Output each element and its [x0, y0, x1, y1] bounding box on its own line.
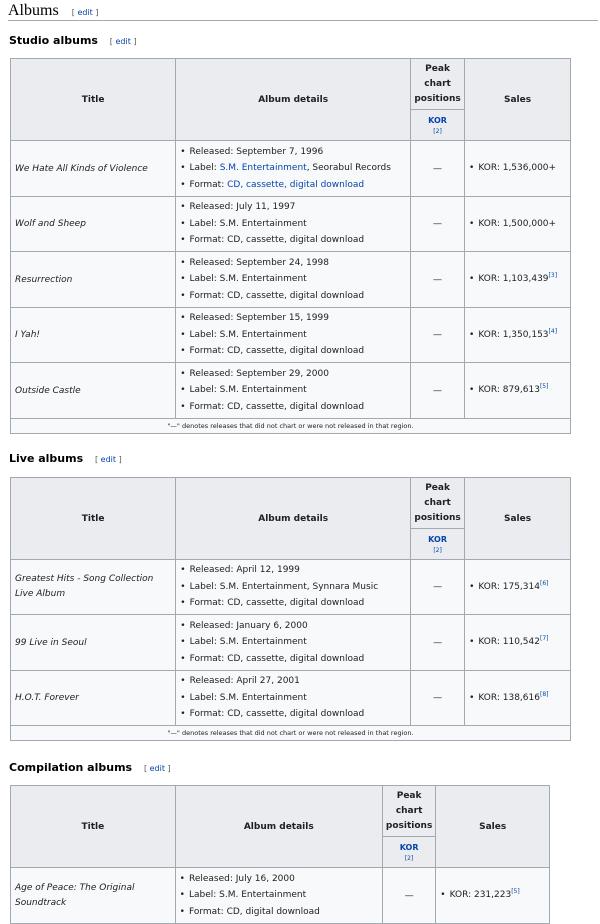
- label-info: • Label: S.M. Entertainment: [180, 887, 378, 904]
- label-info: • Label: S.M. Entertainment: [180, 271, 406, 288]
- peak-position: —: [411, 252, 465, 308]
- album-title: I Yah!: [11, 308, 176, 363]
- page-heading: Albums: [8, 2, 59, 19]
- edit-section-compilation[interactable]: [ edit ]: [143, 764, 171, 773]
- released-date: • Released: April 12, 1999: [180, 562, 406, 579]
- table-row: [11, 868, 550, 924]
- kor-chart-link[interactable]: KOR: [399, 843, 419, 852]
- table-row: [11, 141, 571, 197]
- table-footnote: "—" denotes releases that did not chart or were not released in that region.: [11, 726, 571, 741]
- sales-cell: [465, 671, 571, 726]
- table-header-row: [11, 478, 571, 560]
- peak-position: —: [411, 363, 465, 419]
- released-date: • Released: September 24, 1998: [180, 255, 406, 272]
- format-info: • Format: CD, cassette, digital download: [180, 343, 406, 360]
- section-heading-albums: [8, 0, 598, 21]
- peak-position: —: [411, 615, 465, 671]
- edit-link[interactable]: edit: [77, 8, 93, 17]
- table-row: [11, 615, 571, 671]
- reference-link[interactable]: [3]: [548, 272, 558, 280]
- reference-link[interactable]: [7]: [539, 635, 549, 643]
- reference-link[interactable]: [6]: [539, 579, 549, 587]
- column-header-details: Album details: [175, 786, 382, 868]
- sales-cell: [465, 615, 571, 671]
- sales-cell: [465, 197, 571, 252]
- reference-link[interactable]: [5]: [539, 383, 549, 391]
- sales-figure: • KOR: 1,536,000+: [469, 160, 566, 177]
- released-date: • Released: April 27, 2001: [180, 673, 406, 690]
- album-details: [176, 615, 411, 671]
- label-info: • Label: S.M. Entertainment: [180, 382, 406, 399]
- column-header-details: Album details: [176, 59, 411, 141]
- compilation-albums-table: [10, 785, 550, 924]
- format-info: • Format: CD, cassette, digital download: [180, 177, 406, 194]
- label-info: • Label: S.M. Entertainment: [180, 634, 406, 651]
- label-info: • Label: S.M. Entertainment: [180, 690, 406, 707]
- table-footnote-row: [11, 726, 571, 741]
- album-details: [176, 308, 411, 363]
- label-info: • Label: S.M. Entertainment, Synnara Music: [180, 579, 406, 596]
- edit-section-albums[interactable]: [ edit ]: [71, 8, 99, 17]
- reference-link[interactable]: [4]: [548, 327, 558, 335]
- section-heading-studio-albums: Studio albums [ edit ]: [9, 34, 137, 47]
- studio-albums-table: [10, 58, 571, 434]
- table-row: [11, 308, 571, 363]
- table-row: [11, 560, 571, 615]
- column-header-sales: Sales: [436, 786, 550, 868]
- album-title: Wolf and Sheep: [11, 197, 176, 252]
- format-info: • Format: CD, cassette, digital download: [180, 399, 406, 416]
- sales-cell: [465, 308, 571, 363]
- sales-figure: • KOR: 1,500,000+: [469, 216, 566, 233]
- edit-section-studio[interactable]: [ edit ]: [109, 37, 137, 46]
- format-info: • Format: CD, cassette, digital download: [180, 288, 406, 305]
- album-title: Greatest Hits - Song Collection Live Album: [11, 560, 176, 615]
- sales-figure: • KOR: 879,613[5]: [469, 382, 566, 399]
- peak-position: —: [411, 671, 465, 726]
- kor-chart-link[interactable]: KOR: [428, 535, 447, 544]
- album-details: [176, 363, 411, 419]
- table-row: [11, 671, 571, 726]
- format-link[interactable]: CD, cassette, digital download: [227, 179, 365, 190]
- album-details: [176, 560, 411, 615]
- format-info: • Format: CD, cassette, digital download: [180, 651, 406, 668]
- reference-link[interactable]: [8]: [539, 690, 549, 698]
- live-albums-table: [10, 477, 571, 741]
- album-details: [175, 868, 382, 924]
- sales-figure: • KOR: 1,103,439[3]: [469, 271, 566, 288]
- edit-link[interactable]: edit: [149, 764, 165, 773]
- peak-position: —: [411, 308, 465, 363]
- album-details: [176, 671, 411, 726]
- album-details: [176, 141, 411, 197]
- reference-link[interactable]: [2]: [404, 855, 414, 862]
- column-header-sales: Sales: [465, 59, 571, 141]
- sales-figure: • KOR: 138,616[8]: [469, 690, 566, 707]
- album-title: Age of Peace: The Original Soundtrack: [11, 868, 176, 924]
- album-title: 99 Live in Seoul: [11, 615, 176, 671]
- section-heading-compilation-albums: Compilation albums [ edit ]: [9, 761, 171, 774]
- kor-chart-link[interactable]: KOR: [428, 116, 447, 125]
- column-header-peak: Peak chart positions KOR [2]: [411, 59, 465, 141]
- column-header-peak: Peak chart positions KOR [2]: [382, 786, 435, 868]
- album-details: [176, 252, 411, 308]
- edit-link[interactable]: edit: [115, 37, 131, 46]
- edit-link[interactable]: edit: [100, 455, 117, 464]
- label-info: • Label: S.M. Entertainment, Seorabul Records: [180, 160, 406, 177]
- peak-position: —: [411, 141, 465, 197]
- format-info: • Format: CD, cassette, digital download: [180, 595, 406, 612]
- reference-link[interactable]: [2]: [433, 128, 442, 135]
- sales-cell: [465, 560, 571, 615]
- sales-cell: [465, 363, 571, 419]
- released-date: • Released: September 7, 1996: [180, 144, 406, 161]
- column-header-details: Album details: [176, 478, 411, 560]
- album-title: Outside Castle: [11, 363, 176, 419]
- album-details: [176, 197, 411, 252]
- sales-figure: • KOR: 175,314[6]: [469, 579, 566, 596]
- format-info: • Format: CD, digital download: [180, 904, 378, 921]
- sales-figure: • KOR: 1,350,153[4]: [469, 327, 566, 344]
- released-date: • Released: July 16, 2000: [180, 871, 378, 888]
- peak-position: —: [411, 560, 465, 615]
- format-info: • Format: CD, cassette, digital download: [180, 706, 406, 723]
- table-header-row: [11, 786, 550, 868]
- edit-section-live[interactable]: [ edit ]: [95, 455, 122, 464]
- released-date: • Released: September 29, 2000: [180, 366, 406, 383]
- album-title: We Hate All Kinds of Violence: [11, 141, 176, 197]
- released-date: • Released: July 11, 1997: [180, 199, 406, 216]
- reference-link[interactable]: [5]: [511, 888, 520, 896]
- sales-figure: • KOR: 110,542[7]: [469, 634, 566, 651]
- sales-figure: • KOR: 231,223[5]: [440, 887, 545, 904]
- table-footnote-row: [11, 419, 571, 434]
- sales-cell: [465, 252, 571, 308]
- column-header-title: Title: [11, 478, 176, 560]
- table-row: [11, 197, 571, 252]
- sales-cell: [465, 141, 571, 197]
- table-row: [11, 363, 571, 419]
- column-header-peak: Peak chart positions KOR [2]: [411, 478, 465, 560]
- album-title: H.O.T. Forever: [11, 671, 176, 726]
- released-date: • Released: January 6, 2000: [180, 618, 406, 635]
- sales-cell: [436, 868, 550, 924]
- column-header-title: Title: [11, 59, 176, 141]
- format-info: • Format: CD, cassette, digital download: [180, 232, 406, 249]
- label-info: • Label: S.M. Entertainment: [180, 216, 406, 233]
- peak-position: —: [411, 197, 465, 252]
- label-link[interactable]: S.M. Entertainment: [219, 163, 307, 174]
- column-header-sales: Sales: [465, 478, 571, 560]
- label-info: • Label: S.M. Entertainment: [180, 327, 406, 344]
- table-header-row: [11, 59, 571, 141]
- released-date: • Released: September 15, 1999: [180, 310, 406, 327]
- section-heading-live-albums: Live albums [ edit ]: [9, 452, 122, 465]
- table-footnote: "—" denotes releases that did not chart or were not released in that region.: [11, 419, 571, 434]
- peak-position: —: [382, 868, 435, 924]
- reference-link[interactable]: [2]: [433, 547, 442, 554]
- column-header-title: Title: [11, 786, 176, 868]
- table-row: [11, 252, 571, 308]
- album-title: Resurrection: [11, 252, 176, 308]
